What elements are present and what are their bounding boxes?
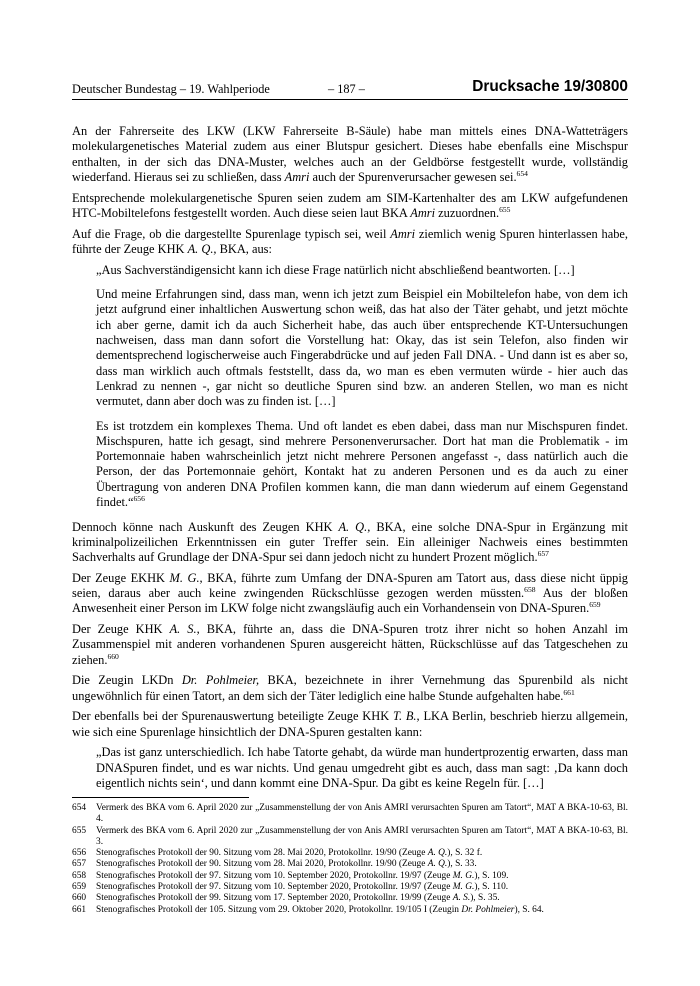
footnote-ref: 655: [499, 204, 511, 214]
paragraph: Der Zeuge KHK A. S., BKA, führte an, dass die DNA-Spuren trotz ihrer nicht so hohen Anzahl im Zusammenspiel mit anderen vorhandenen Spuren ausgereicht hätten, Rückschlüsse auf das Tatgeschehen zu ziehen.$^{660}$: [72, 622, 628, 667]
footnote-text: Stenografisches Protokoll der 105. Sitzung vom 29. Oktober 2020, Protokollnr. 19/105 I (Zeugin Dr. Pohlmeier), S. 64.: [96, 904, 544, 915]
witness-name: T. B.,: [392, 709, 420, 724]
footnote-ref: 661: [563, 687, 575, 697]
footnote: [72, 882, 628, 893]
footnote: [72, 871, 628, 882]
witness-name: M. G.,: [169, 570, 203, 585]
witness-name: Amri: [390, 226, 416, 241]
footnote: [72, 803, 628, 826]
footnote-ref: 654: [516, 168, 528, 178]
footnote-number: 655: [72, 825, 87, 836]
footnote-number: 658: [72, 870, 87, 881]
footnote-text: Stenografisches Protokoll der 97. Sitzung vom 10. September 2020, Protokollnr. 19/97 (Zeuge M. G.), S. 110.: [96, 882, 509, 893]
document-number-label: Drucksache 19/: [472, 78, 586, 95]
footnote-separator: [72, 797, 249, 798]
paragraph: Der ebenfalls bei der Spurenauswertung beteiligte Zeuge KHK T. B., LKA Berlin, beschrieb hierzu allgemein, wie sich eine Spurenlage hinsichtlich der DNA-Spuren gestalten kann:: [72, 709, 628, 739]
witness-name: Dr. Pohlmeier,: [181, 673, 260, 688]
witness-name: Amri: [284, 169, 310, 184]
footnote-ref: 656: [133, 494, 145, 504]
footnote-ref: 657: [537, 549, 549, 559]
footnote-number: 654: [72, 803, 87, 813]
block-quote: „Aus Sachverständigensicht kann ich diese Frage natürlich nicht abschließend beantworten. […]: [96, 262, 575, 277]
paragraph: Entsprechende molekulargenetische Spuren seien zudem am SIM-Kartenhalter des am LKW aufgefundenen HTC-Mobiltelefons festgestellt worden. Auch diese seien laut BKA Amri zuzuordnen.$^{655}$: [72, 190, 628, 220]
paragraph: Der Zeuge EKHK M. G., BKA, führte zum Umfang der DNA-Spuren am Tatort aus, dass diese nicht üppig seien, daraus aber auch keine zwingenden Rückschlüsse gezogen werden müssten.$^{658}$ Aus der bloßen Anwesenheit einer Person im LKW folge nicht zwangsläufig auch ein Vorhandensein von DNA-Spuren.$^{659}$: [72, 570, 628, 616]
footnote-ref: 659: [589, 600, 601, 610]
witness-name: A. Q.,: [338, 519, 371, 534]
footnote-number: 659: [72, 882, 87, 893]
header-rule: [72, 99, 628, 100]
document-number-value: 30800: [585, 78, 628, 95]
footnote: [72, 893, 628, 904]
footnote: [72, 859, 628, 870]
header-publication: Deutscher Bundestag – 19. Wahlperiode: [72, 82, 270, 96]
paragraph: Auf die Frage, ob die dargestellte Spurenlage typisch sei, weil Amri ziemlich wenig Spuren hinterlassen habe, führte der Zeuge KHK A. Q., BKA, aus:: [72, 226, 628, 256]
page-header: [72, 78, 628, 100]
footnote-number: 656: [72, 848, 87, 859]
block-quote: Es ist trotzdem ein komplexes Thema. Und oft landet es eben dabei, dass man nur Mischspuren findet. Mischspuren, hatte ich gesagt, sind mehrere Personenverursacher. Dort hat man die Problematik - im Portemonnaie haben wahrscheinlich jetzt nicht mehrere Personen angefasst -, dass natürlich auch die Person, der das Portemonnaie gehört, Kontakt hat zu anderen Personen und es da auch zu einer Übertragung von anderen DNA Profilen kommen kann, die man dann wiederum auf einem Gegenstand findet.“$^{656}$: [96, 418, 628, 510]
footnote-ref: 660: [107, 651, 119, 661]
block-quote: „Das ist ganz unterschiedlich. Ich habe Tatorte gehabt, da würde man hundertprozentig erwarten, dass man DNASpuren findet, und es war nichts. Und genau umgedreht gibt es auch, dass man sagt: ‚Da kann doch eigentlich nichts sein‘, und dann kommt eine DNA-Spur. Da gibt es keine Regeln für. […]: [96, 745, 628, 790]
footnote: [72, 826, 628, 849]
footnote-text: Stenografisches Protokoll der 90. Sitzung vom 28. Mai 2020, Protokollnr. 19/90 (Zeuge A. Q.), S. 32 f.: [96, 848, 483, 859]
footnote-number: 660: [72, 893, 87, 904]
footnotes: [72, 803, 628, 916]
footnote-text: Stenografisches Protokoll der 90. Sitzung vom 28. Mai 2020, Protokollnr. 19/90 (Zeuge A. Q.), S. 33.: [96, 859, 477, 870]
footnote: [72, 848, 628, 859]
footnote-number: 657: [72, 859, 87, 870]
paragraph: Dennoch könne nach Auskunft des Zeugen KHK A. Q., BKA, eine solche DNA-Spur in Ergänzung mit kriminalpolizeilichen Erkenntnissen ein guter Treffer sein. Ein alleiniger Nachweis eines bestimmten Sachverhalts auf Grundlage der DNA-Spur sei dann jedoch nicht zu hundert Prozent möglich.$^{657}$: [72, 519, 628, 565]
footnote-text: Stenografisches Protokoll der 99. Sitzung vom 17. September 2020, Protokollnr. 19/99 (Zeuge A. S.), S. 35.: [96, 893, 500, 904]
footnote-number: 661: [72, 904, 87, 915]
footnote: [72, 905, 628, 916]
footnote-text: Vermerk des BKA vom 6. April 2020 zur „Zusammenstellung der von Anis AMRI verursachten Spuren am Tatort“, MAT A BKA-10-63, Bl. 4.: [96, 803, 628, 825]
witness-name: A. Q.,: [187, 241, 217, 256]
paragraph: Die Zeugin LKDn Dr. Pohlmeier, BKA, bezeichnete in ihrer Vernehmung das Spurenbild als nicht ungewöhnlich für einen Tatort, an dem sich der Täter lediglich eine halbe Stunde aufgehalten habe.$^{661}$: [72, 673, 628, 703]
witness-name: Amri: [410, 205, 436, 220]
footnote-text: Stenografisches Protokoll der 97. Sitzung vom 10. September 2020, Protokollnr. 19/97 (Zeuge M. G.), S. 109.: [96, 870, 509, 881]
block-quote: Und meine Erfahrungen sind, dass man, wenn ich jetzt zum Beispiel ein Mobiltelefon habe, von dem ich jetzt aufgrund einer inhaltlichen Auswertung schon weiß, das hat also der Täter gehabt, und jetzt möchte ich aber gerne, damit ich da auch Sicherheit habe, das auch über entsprechende KT-Untersuchungen nachweisen, dass man dann sofort die Vorstellung hat: Okay, das ist sein Telefon, also finden wir dementsprechend logischerweise auch Fingerabdrücke und auf jeden Fall DNA. - Und dann ist es aber so, dass man wirklich auch oftmals feststellt, dass da, wo man es eben vermuten würde - hier auch das Lenkrad zu nennen -, gar nicht so deutliche Spuren sind bzw. an anderen Stellen, wo man es nicht vermutet, dann aber doch was zu finden ist. […]: [96, 287, 628, 409]
witness-name: A. S.,: [169, 622, 200, 637]
footnote-text: Vermerk des BKA vom 6. April 2020 zur „Zusammenstellung der von Anis AMRI verursachten Spuren am Tatort“, MAT A BKA-10-63, Bl. 3.: [96, 825, 628, 847]
document-number: [472, 78, 628, 96]
footnote-ref: 658: [524, 585, 536, 595]
page-number: – 187 –: [328, 82, 365, 96]
main-text: [72, 124, 628, 800]
paragraph: An der Fahrerseite des LKW (LKW Fahrerseite B-Säule) habe man mittels eines DNA-Watteträgers molekulargenetisches Material zudem aus einer Blutspur gesichert. Dieses habe ebenfalls eine Mischspur enthalten, in der sich das DNA-Muster, welches auch an der Geldbörse festgestellt wurde, vollständig wiederfand. Hieraus sei zu schließen, dass Amri auch der Spurenverursacher gewesen sei.$^{654}$: [72, 124, 628, 184]
